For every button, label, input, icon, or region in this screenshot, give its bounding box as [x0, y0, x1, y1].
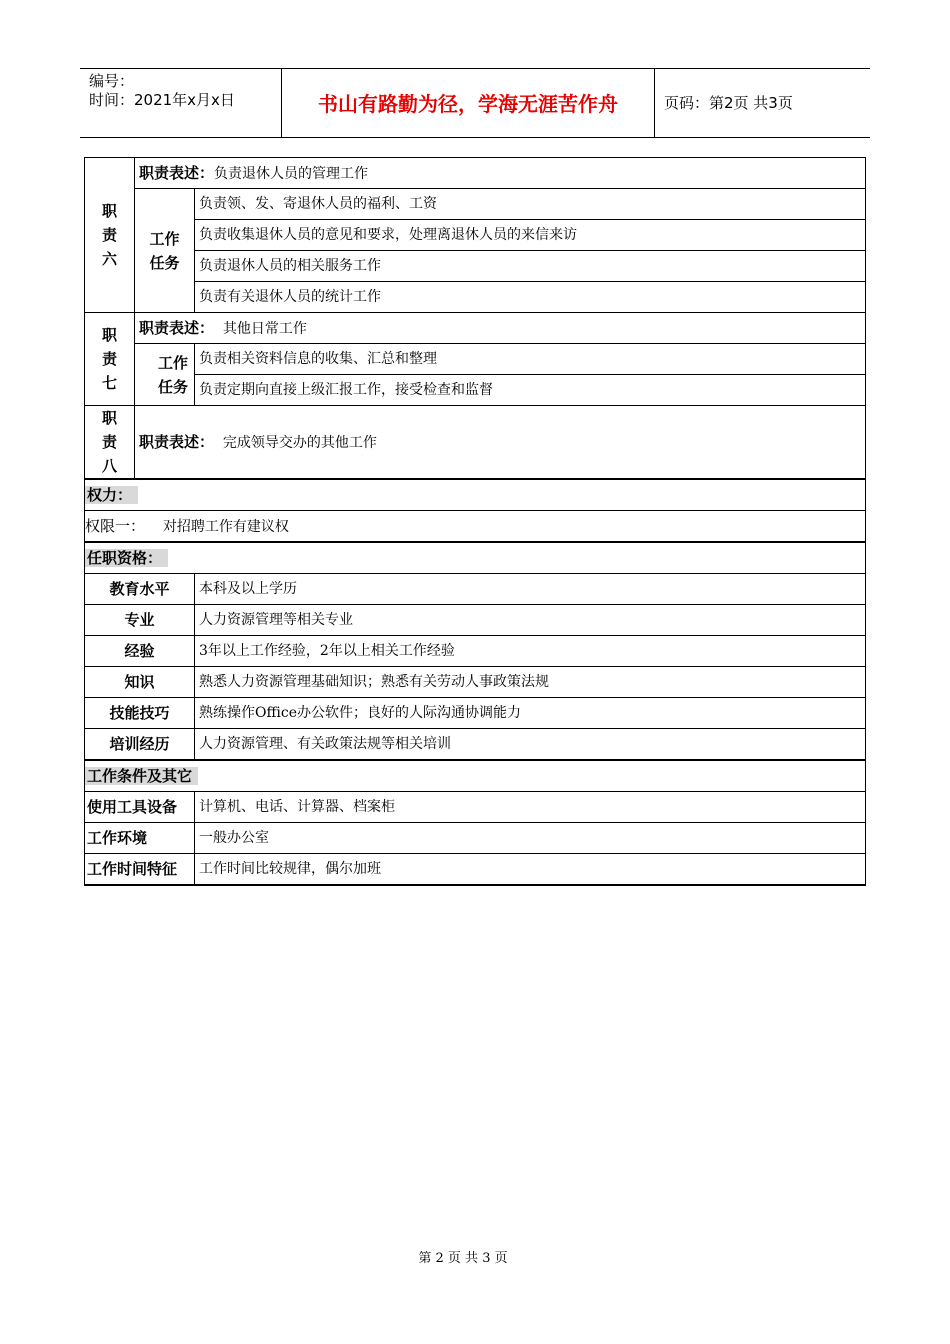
authority-item-label: 权限一： [85, 516, 146, 535]
duty-6-task-1: 负责领、发、寄退休人员的福利、工资 [195, 189, 866, 220]
authority-item-cell [85, 511, 866, 543]
qualification-label: 培训经历 [85, 729, 195, 761]
duty-7-task-2: 负责定期向直接上级汇报工作，接受检查和监督 [195, 375, 866, 406]
duty-desc-text: 完成领导交办的其他工作 [222, 434, 377, 451]
job-description-table [84, 157, 865, 886]
qualifications-title-cell [85, 542, 866, 574]
duty-7-task-1: 负责相关资料信息的收集、汇总和整理 [195, 344, 866, 375]
duty-desc-text: 负责退休人员的管理工作 [214, 165, 369, 182]
duty-6-desc-row [85, 158, 866, 189]
qualification-value: 熟练操作Office办公软件；良好的人际沟通协调能力 [195, 698, 866, 729]
qualification-row [85, 729, 866, 761]
authority-item-value: 对招聘工作有建议权 [162, 518, 289, 535]
date-label: 时间：2021年x月x日 [89, 91, 235, 109]
duty-6-task-row [85, 220, 866, 251]
qualification-value: 人力资源管理、有关政策法规等相关培训 [195, 729, 866, 761]
condition-label: 工作环境 [85, 823, 195, 854]
duty-7-task-row [85, 344, 866, 375]
duty-6-task-3: 负责退休人员的相关服务工作 [195, 251, 866, 282]
section-title: 权力： [85, 486, 138, 504]
qualification-value: 本科及以上学历 [195, 574, 866, 605]
duty-7-label: 职 责 七 [85, 313, 135, 406]
duty-6-task-label: 工作 任务 [135, 189, 195, 313]
duty-desc-label: 职责表述： [139, 163, 215, 182]
qualification-row [85, 667, 866, 698]
page-footer: 第 2 页 共 3 页 [418, 1251, 508, 1266]
condition-row [85, 823, 866, 854]
qualification-row [85, 605, 866, 636]
qualification-row [85, 574, 866, 605]
duty-7-desc [135, 313, 866, 344]
qualifications-title-row [85, 542, 866, 574]
duty-7-task-row [85, 375, 866, 406]
section-title: 工作条件及其它 [85, 767, 198, 785]
condition-row [85, 854, 866, 886]
authority-title-cell [85, 479, 866, 511]
duty-6-task-row [85, 251, 866, 282]
qualification-value: 人力资源管理等相关专业 [195, 605, 866, 636]
authority-item-row [85, 511, 866, 543]
duty-8-label: 职 责 八 [85, 406, 135, 480]
header-motto-cell [282, 69, 655, 137]
qualification-row [85, 698, 866, 729]
duty-6-task-2: 负责收集退休人员的意见和要求，处理离退休人员的来信来访 [195, 220, 866, 251]
number-label: 编号： [89, 72, 135, 90]
duty-desc-text: 其他日常工作 [222, 320, 307, 337]
motto-text: 书山有路勤为径，学海无涯苦作舟 [318, 92, 618, 116]
qualification-label: 教育水平 [85, 574, 195, 605]
section-title: 任职资格： [85, 549, 168, 567]
qualification-value: 熟悉人力资源管理基础知识；熟悉有关劳动人事政策法规 [195, 667, 866, 698]
qualification-label: 知识 [85, 667, 195, 698]
qualification-row [85, 636, 866, 667]
duty-8-desc [135, 406, 866, 480]
conditions-title-row [85, 760, 866, 792]
conditions-title-cell [85, 760, 866, 792]
duty-desc-label: 职责表述： [139, 318, 215, 337]
condition-label: 使用工具设备 [85, 792, 195, 823]
duty-8-desc-row [85, 406, 866, 480]
condition-value: 一般办公室 [195, 823, 866, 854]
duty-6-task-4: 负责有关退休人员的统计工作 [195, 282, 866, 313]
header-meta-cell [80, 69, 282, 137]
condition-row [85, 792, 866, 823]
qualification-label: 专业 [85, 605, 195, 636]
qualification-value: 3年以上工作经验，2年以上相关工作经验 [195, 636, 866, 667]
duty-6-task-row [85, 189, 866, 220]
page-header [80, 68, 870, 138]
qualification-label: 技能技巧 [85, 698, 195, 729]
condition-value: 计算机、电话、计算器、档案柜 [195, 792, 866, 823]
duty-6-task-row [85, 282, 866, 313]
header-page-cell [655, 69, 870, 137]
authority-title-row [85, 479, 866, 511]
page-number-label: 页码：第2页 共3页 [664, 94, 793, 112]
duty-desc-label: 职责表述： [139, 432, 215, 451]
condition-value: 工作时间比较规律，偶尔加班 [195, 854, 866, 886]
duty-7-desc-row [85, 313, 866, 344]
duty-6-desc [135, 158, 866, 189]
qualification-label: 经验 [85, 636, 195, 667]
duty-7-task-label: 工作 任务 [135, 344, 195, 406]
duty-6-label: 职 责 六 [85, 158, 135, 313]
condition-label: 工作时间特征 [85, 854, 195, 886]
